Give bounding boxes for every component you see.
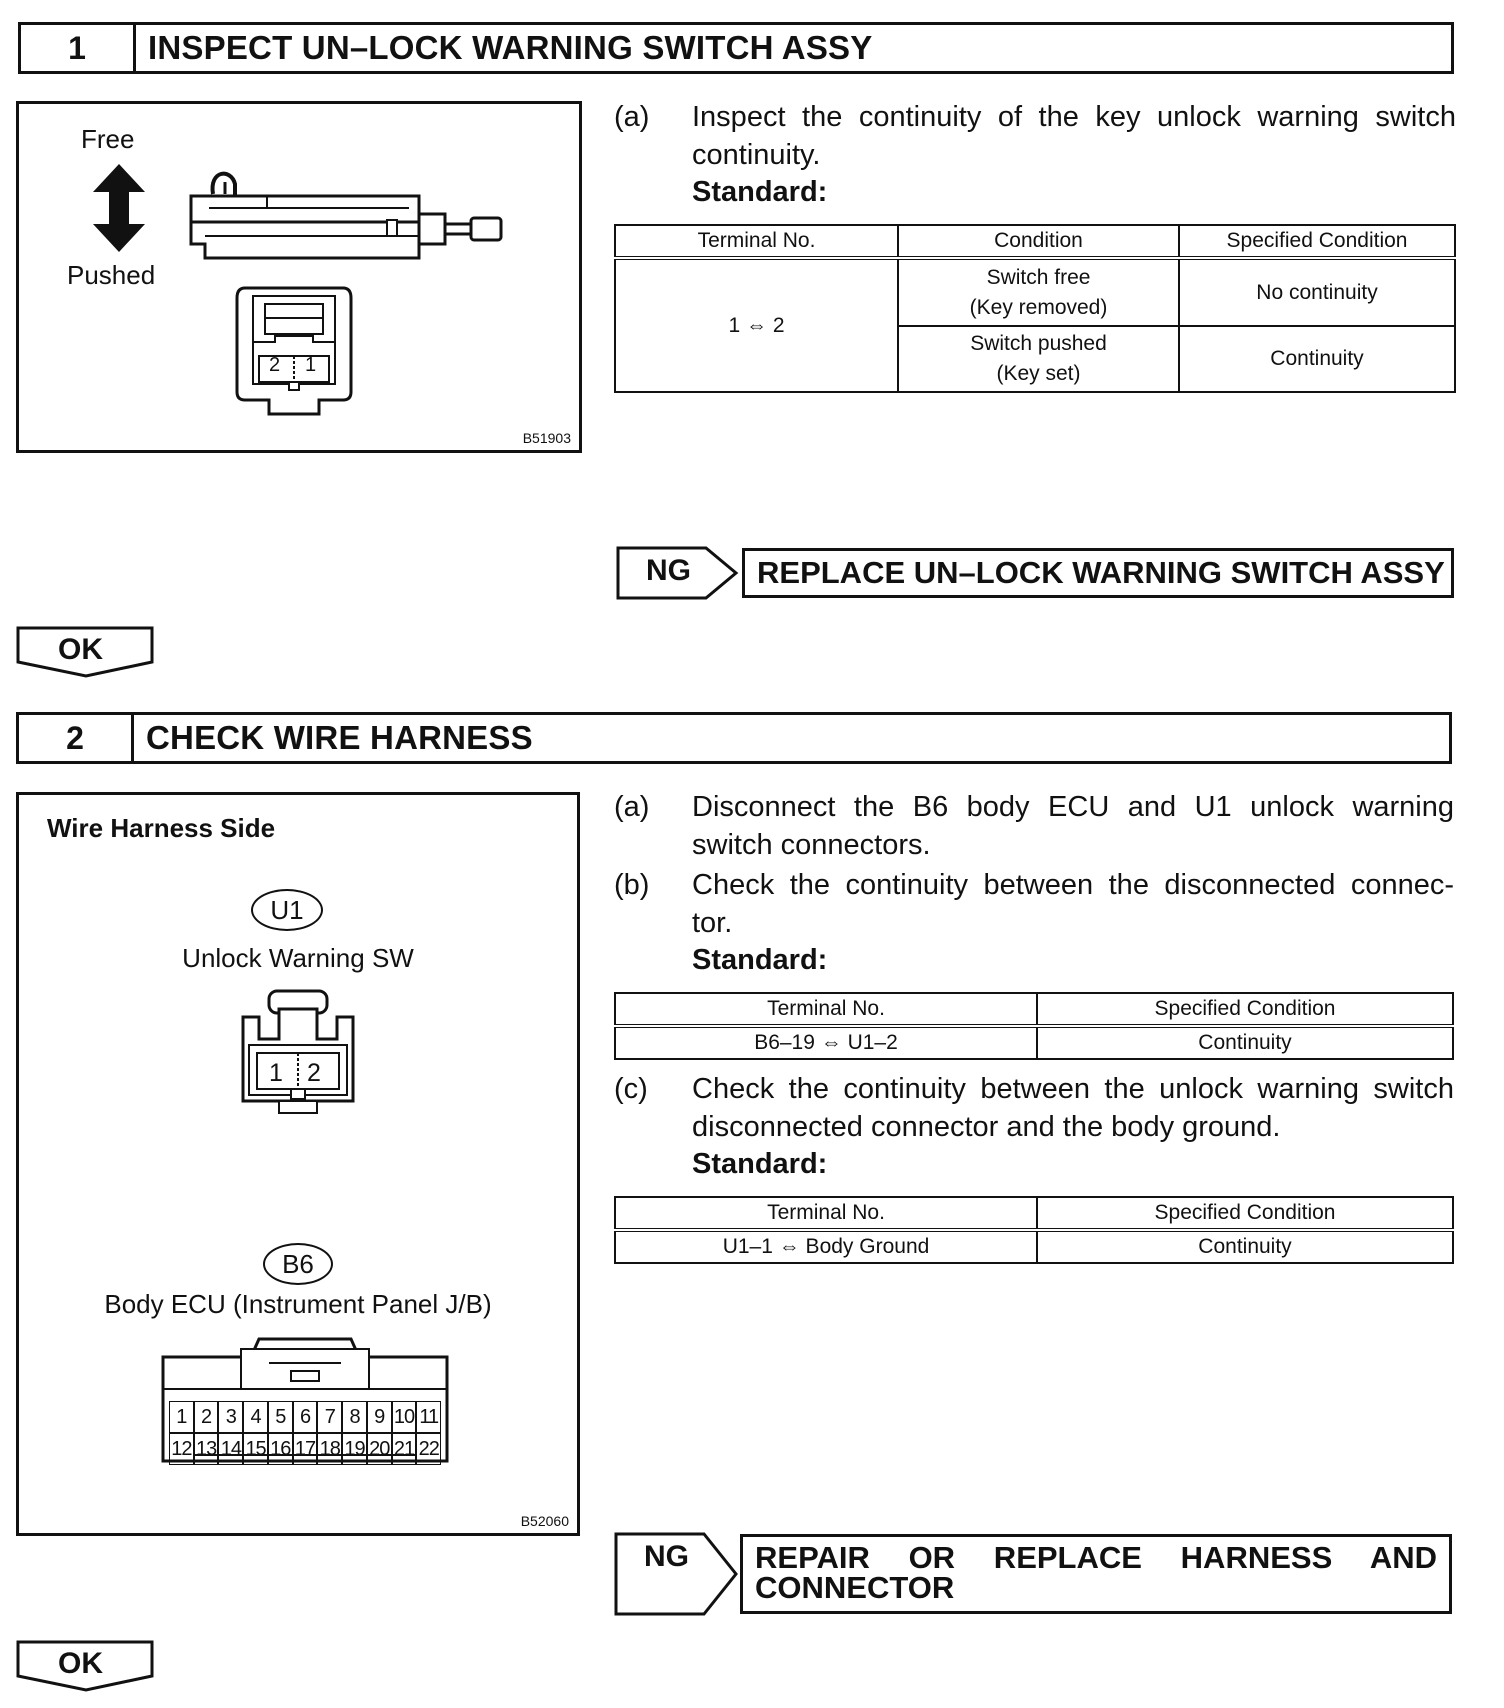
table-header-row: [615, 225, 1455, 258]
step1-title: INSPECT UN–LOCK WARNING SWITCH ASSY: [148, 29, 873, 66]
b6-pin: 1: [169, 1401, 194, 1433]
standard-label: Standard:: [692, 944, 828, 976]
result-cell: Continuity: [1179, 326, 1455, 392]
u1-name: Unlock Warning SW: [182, 943, 414, 973]
b6-pin: 11: [416, 1401, 441, 1433]
step1-para-a: [614, 98, 1456, 174]
ok-label: OK: [58, 633, 103, 666]
ng-action-box: [742, 548, 1454, 598]
free-label: Free: [81, 124, 135, 154]
col-condition: Condition: [898, 225, 1179, 258]
switch-pin-b: 1: [305, 354, 317, 376]
b6-pin: 14: [218, 1433, 243, 1465]
ng-action-box: [740, 1534, 1452, 1614]
ok-label: OK: [58, 1647, 103, 1680]
table-row: [615, 1230, 1453, 1263]
step2-para-b: [614, 866, 1454, 942]
switch-pin-a: 2: [269, 354, 281, 376]
step2-spec-table-1: [614, 992, 1454, 1060]
figure-heading: Wire Harness Side: [47, 813, 276, 843]
condition-cell: [898, 258, 1179, 326]
para-label: (a): [614, 791, 650, 823]
step2-figure: [16, 792, 580, 1536]
b6-badge: [263, 1243, 333, 1285]
u1-badge: [251, 889, 323, 931]
condition-line: (Key set): [996, 362, 1081, 385]
para-label: (c): [614, 1073, 648, 1105]
result-cell: Continuity: [1037, 1230, 1453, 1263]
b6-pin: 6: [293, 1401, 318, 1433]
step2-title: CHECK WIRE HARNESS: [146, 719, 533, 756]
condition-line: (Key removed): [969, 295, 1108, 319]
col-terminal: Terminal No.: [615, 993, 1037, 1026]
b6-pin: 5: [268, 1401, 293, 1433]
u1-pin-2: 2: [307, 1059, 321, 1087]
b6-pin: 19: [342, 1433, 367, 1465]
b6-pin: 22: [416, 1433, 441, 1465]
b6-pin: 15: [243, 1433, 268, 1465]
b6-pin: 12: [169, 1433, 194, 1465]
figure-code: B52060: [520, 1513, 569, 1529]
ng-action-text: REPLACE UN–LOCK WARNING SWITCH ASSY: [757, 555, 1445, 590]
ng-action-text: REPAIR OR REPLACE HARNESS AND CONNECTOR: [755, 1540, 1437, 1605]
col-specified: Specified Condition: [1037, 1197, 1453, 1230]
b6-pin-row: [169, 1433, 441, 1465]
b6-id: B6: [282, 1248, 314, 1279]
para-text: Disconnect the B6 body ECU and U1 unlock warning switch connectors.: [692, 791, 1454, 861]
pushed-label: Pushed: [67, 260, 156, 290]
switch-body-drawing: [169, 162, 539, 262]
condition-line: Switch free: [986, 265, 1091, 289]
b6-pin: 17: [293, 1433, 318, 1465]
step2-spec-table-2: [614, 1196, 1454, 1264]
b6-pin: 16: [268, 1433, 293, 1465]
table-header-row: [615, 993, 1453, 1026]
b6-pin: 18: [317, 1433, 342, 1465]
para-label: (b): [614, 869, 650, 901]
b6-pin: 10: [392, 1401, 417, 1433]
result-cell: Continuity: [1037, 1026, 1453, 1059]
b6-pin: 4: [243, 1401, 268, 1433]
b6-pin: 20: [367, 1433, 392, 1465]
col-terminal: Terminal No.: [615, 1197, 1037, 1230]
b6-pin: 13: [194, 1433, 219, 1465]
condition-cell: [898, 326, 1179, 392]
b6-pin: 7: [317, 1401, 342, 1433]
b6-pin-row: [169, 1401, 441, 1433]
ng-label: NG: [644, 1540, 689, 1573]
col-specified: Specified Condition: [1179, 225, 1455, 258]
terminal-cell: B6–19 ⇔ U1–2: [615, 1026, 1037, 1059]
b6-pin: 8: [342, 1401, 367, 1433]
u1-id: U1: [270, 894, 304, 925]
para-text: Check the continuity between the unlock warning switch disconnected connector and the body ground.: [692, 1073, 1454, 1143]
para-text: Inspect the continuity of the key unlock warning switch continuity.: [692, 101, 1456, 171]
step2-header: [16, 712, 1452, 764]
col-terminal: Terminal No.: [615, 225, 898, 258]
step2-para-c: [614, 1070, 1454, 1146]
u1-pin-1: 1: [269, 1059, 283, 1087]
u1-connector-drawing: [235, 987, 361, 1121]
terminal-cell: 1 ⇔ 2: [615, 258, 898, 392]
step1-spec-table: [614, 224, 1456, 393]
col-specified: Specified Condition: [1037, 993, 1453, 1026]
ng-label: NG: [646, 554, 691, 587]
b6-pin: 9: [367, 1401, 392, 1433]
b6-pin: 21: [392, 1433, 417, 1465]
result-cell: No continuity: [1179, 258, 1455, 326]
double-arrow-icon: [89, 162, 149, 254]
b6-name: Body ECU (Instrument Panel J/B): [104, 1289, 492, 1319]
step1-number: 1: [21, 25, 136, 71]
table-row: [615, 1026, 1453, 1059]
b6-pin: 3: [218, 1401, 243, 1433]
standard-label: Standard:: [692, 1148, 828, 1180]
standard-label: Standard:: [692, 176, 828, 208]
table-header-row: [615, 1197, 1453, 1230]
figure-code: B51903: [522, 430, 571, 446]
terminal-cell: U1–1 ⇔ Body Ground: [615, 1230, 1037, 1263]
para-label: (a): [614, 101, 650, 133]
para-text: Check the continuity between the disconnected connec- tor.: [692, 869, 1454, 939]
switch-connector-drawing: [231, 284, 357, 420]
table-row: [615, 258, 1455, 326]
b6-pin: 2: [194, 1401, 219, 1433]
step1-figure: [16, 101, 582, 453]
step2-para-a: [614, 788, 1454, 864]
b6-pin-grid: [169, 1401, 441, 1465]
step2-number: 2: [19, 715, 134, 761]
condition-line: Switch pushed: [970, 332, 1107, 355]
step1-header: [18, 22, 1454, 74]
